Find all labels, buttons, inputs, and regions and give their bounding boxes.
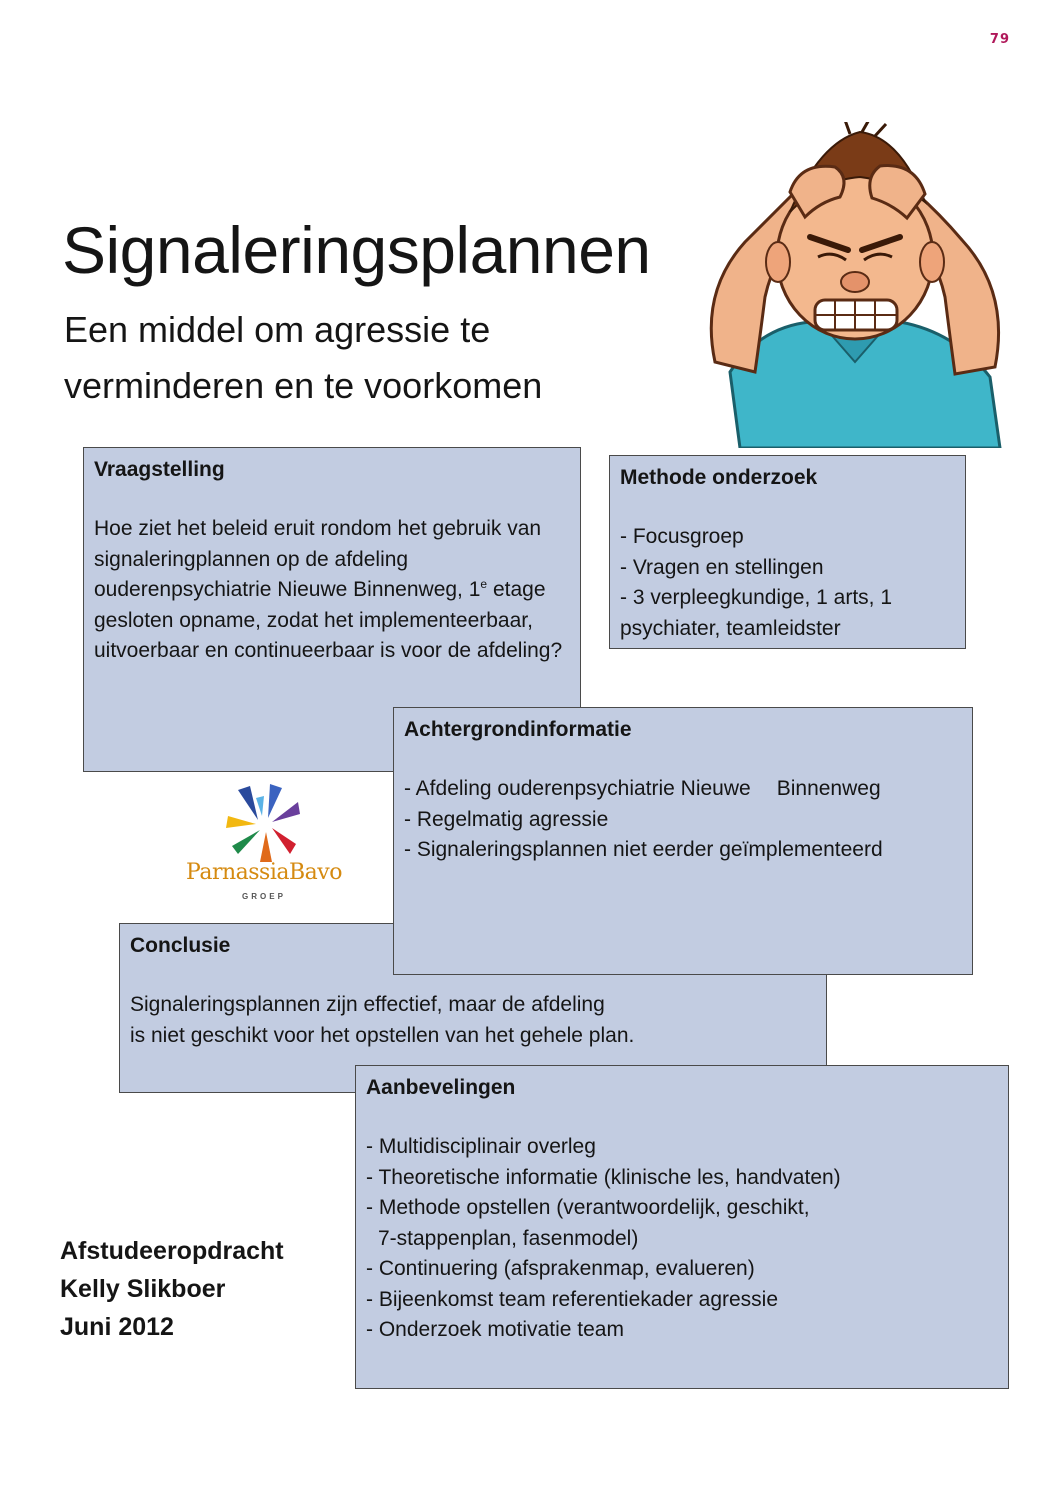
vraagstelling-text-part: Hoe ziet het beleid eruit rondom het gebruik van signaleringplannen op de afdeling ouderenpsychiatrie Nieuwe Binnenweg, 1: [94, 517, 542, 601]
conclusie-line: Signaleringsplannen zijn effectief, maar de afdeling: [130, 993, 605, 1016]
vraagstelling-heading: Vraagstelling: [94, 458, 225, 481]
credits-line: Juni 2012: [60, 1313, 174, 1341]
logo-star-icon: [178, 782, 350, 862]
methode-list: [620, 522, 955, 644]
list-item: - Theoretische informatie (klinische les, handvaten): [366, 1165, 841, 1189]
conclusie-line: is niet geschikt voor het opstellen van het gehele plan.: [130, 1023, 635, 1047]
credits-line: Afstudeeropdracht: [60, 1237, 284, 1265]
subtitle-line: verminderen en te voorkomen: [64, 365, 543, 406]
vraagstelling-text: [94, 514, 570, 667]
parnassiabavo-logo: [178, 782, 350, 910]
list-item-part: Binnenweg: [776, 777, 881, 800]
achtergrond-heading: Achtergrondinformatie: [404, 718, 632, 741]
list-item: - Multidisciplinair overleg: [366, 1135, 596, 1158]
list-item: - Signaleringsplannen niet eerder geïmplementeerd: [404, 838, 883, 861]
vraagstelling-text-part: etage gesloten opname, zodat het implementeerbaar, uitvoerbaar en continueerbaar is voor de afdeling?: [94, 578, 563, 662]
list-item: - Onderzoek motivatie team: [366, 1318, 624, 1341]
list-item-part: - Afdeling ouderenpsychiatrie Nieuwe: [404, 777, 751, 800]
list-item: [404, 774, 962, 805]
credits: [60, 1232, 284, 1346]
page-title: Signaleringsplannen: [62, 213, 651, 287]
aanbevelingen-box: [355, 1065, 1009, 1389]
methode-heading: Methode onderzoek: [620, 466, 818, 489]
achtergrond-box: [393, 707, 973, 975]
logo-name: ParnassiaBavo: [186, 860, 342, 885]
logo-subtitle: GROEP: [242, 892, 286, 901]
list-item: - Methode opstellen (verantwoordelijk, geschikt,: [366, 1196, 810, 1219]
aanbevelingen-heading: Aanbevelingen: [366, 1076, 516, 1099]
page-number: 79: [989, 32, 1010, 47]
list-item-continuation: 7-stappenplan, fasenmodel): [378, 1226, 639, 1250]
page-subtitle: [64, 302, 704, 414]
list-item: [366, 1224, 998, 1255]
list-item: - 3 verpleegkundige, 1 arts, 1 psychiater, teamleidster: [620, 586, 892, 640]
subtitle-line: Een middel om agressie te: [64, 309, 491, 350]
list-item: - Bijeenkomst team referentiekader agressie: [366, 1287, 779, 1311]
list-item: - Focusgroep: [620, 525, 744, 548]
aanbevelingen-list: [366, 1132, 998, 1346]
achtergrond-list: [404, 774, 962, 866]
methode-box: [609, 455, 966, 649]
list-item: - Vragen en stellingen: [620, 555, 824, 579]
angry-man-illustration: [700, 122, 1010, 448]
conclusie-heading: Conclusie: [130, 934, 231, 957]
list-item: - Regelmatig agressie: [404, 807, 609, 831]
credits-line: Kelly Slikboer: [60, 1275, 226, 1303]
list-item: - Continuering (afsprakenmap, evalueren): [366, 1257, 755, 1280]
superscript: e: [480, 577, 488, 591]
